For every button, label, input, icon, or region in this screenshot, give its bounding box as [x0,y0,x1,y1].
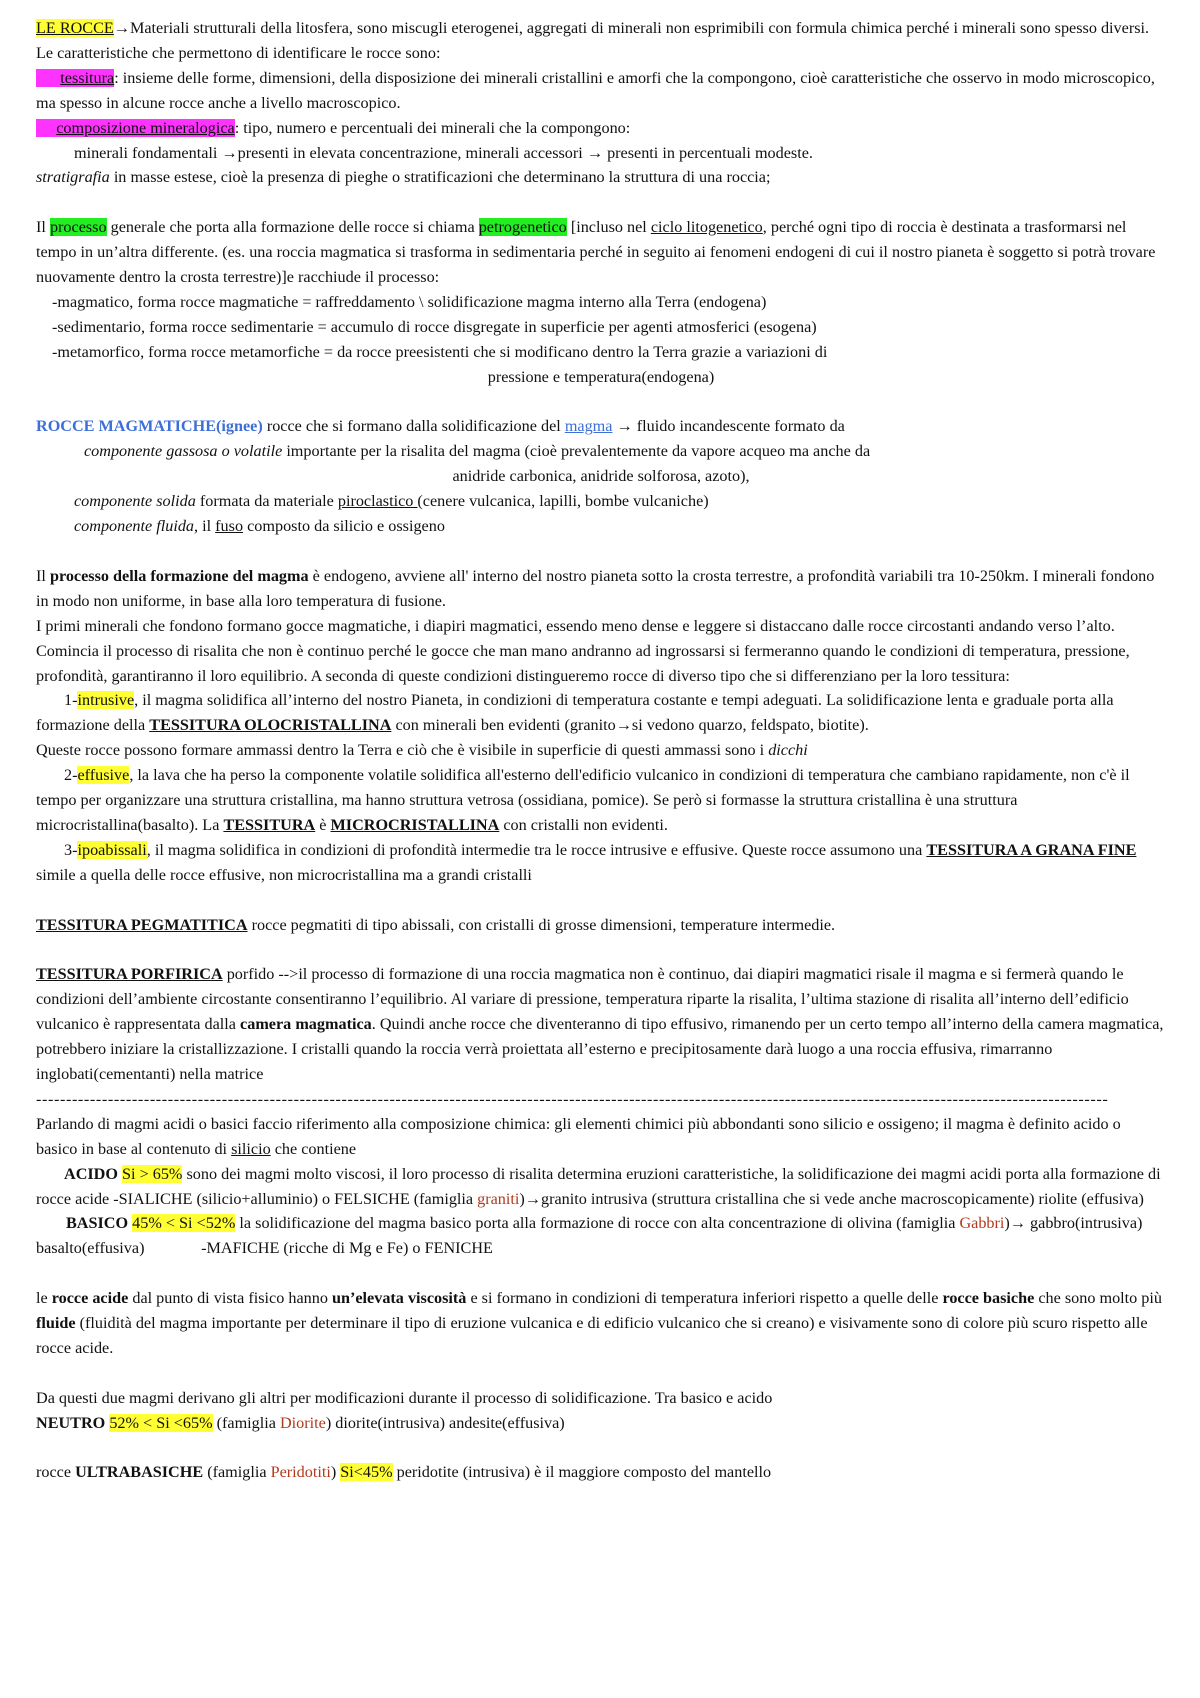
tessitura-microcristallina: MICROCRISTALLINA [330,815,500,834]
ultrabasiche-percent: Si<45% [340,1463,393,1482]
tessitura-olocristallina: TESSITURA OLOCRISTALLINA [149,716,392,735]
processo-highlight: processo [49,218,107,237]
componente-gassosa: componente gassosa o volatile importante per la risalita del magma (cioè prevalentemente da vapore acqueo ma anche da [84,442,871,461]
pegmatitica-paragraph: TESSITURA PEGMATITICA rocce pegmatiti di tipo abissali, con cristalli di grosse dimensioni, temperature intermedie. [36,915,836,934]
ultrabasiche-line: rocce ULTRABASICHE (famiglia Peridotiti) Si<45% peridotite (intrusiva) è il maggiore composto del mantello [36,1463,772,1482]
magmatiche-heading-line: ROCCE MAGMATICHE(ignee) rocce che si formano dalla solidificazione del magma → fluido incandescente formato da [36,417,845,436]
rocce-intro: LE ROCCE→Materiali strutturali della litosfera, sono miscugli eterogenei, aggregati di minerali non esprimibili con formula chimica perché i minerali sono spesso diversi. Le caratteristiche che permettono di identificare le rocce sono: [36,19,1150,62]
tessitura-paragraph: tessitura: insieme delle forme, dimensioni, della disposizione dei minerali cristallini e amorfi che la compongono, cioè caratteristiche che osservo in modo microscopico, ma spesso in alcune rocce anche a livello macroscopico. [36,68,1155,112]
processo-paragraph: Il processo generale che porta alla formazione delle rocce si chiama petrogenetico [incluso nel ciclo litogenetico, perché ogni tipo di roccia è destinata a trasformarsi nel tempo in un’altra differente. (es. una roccia magmatica si trasforma in sedimentaria perché in seguito ai fenomeni endogeni di cui il nostro pianeta è soggetto si potrà trovare nuovamente dentro la crosta terrestre)]e racchiude il processo: [36,218,1156,287]
acido-percent: Si > 65% [122,1164,183,1183]
stratigrafia-line: stratigrafia in masse estese, cioè la presenza di pieghe o stratificazioni che determinano la struttura di una roccia; [36,168,771,187]
componente-solida: componente solida formata da materiale piroclastico (cenere vulcanica, lapilli, bombe vulcaniche) [74,492,709,511]
diapiri-paragraph: I primi minerali che fondono formano gocce magmatiche, i diapiri magmatici, essendo meno dense e leggere si distaccano dalle rocce circostanti andando verso l’alto. Comincia il processo di risalita che non è continuo perché le gocce che man mano andranno ad ingrossarsi si fermeranno quando le condizioni di temperatura, pressione, profondità, garantiranno il loro equilibrio. A seconda di queste condizioni distingueremo rocce di diverso tipo che si differenziano per la loro tessitura: [36,616,1130,685]
componente-gassosa-cont: anidride carbonica, anidride solforosa, azoto), [452,467,750,486]
processo-list-item: -sedimentario, forma rocce sedimentarie = accumulo di rocce disgregate in superficie per agenti atmosferici (esogena) [52,317,817,336]
viscosita-paragraph: le rocce acide dal punto di vista fisico hanno un’elevata viscosità e si formano in condizioni di temperatura inferiori rispetto a quelle delle rocce basiche che sono molto più fluide (fluidità del magma importante per determinare il tipo di eruzione vulcanica e di edificio vulcanico che si creano) e visivamente sono di colore più scuro rispetto alle rocce acide. [36,1289,1162,1357]
neutro-line: NEUTRO 52% < Si <65% (famiglia Diorite) diorite(intrusiva) andesite(effusiva) [36,1413,565,1432]
magma-link[interactable]: magma [564,417,613,436]
ipoabissali-highlight: ipoabissali [77,840,147,859]
effusive-item: 2-effusive, la lava che ha perso la componente volatile solidifica all'esterno dell'edificio vulcanico in condizioni di temperatura che cambiano rapidamente, non c'è il tempo per organizzare una struttura cristallina, ma hanno struttura vetrosa (ossidiana, pomice). Se però si formasse la struttura cristallina è una struttura microcristallina(basalto). La TESSITURA è MICROCRISTALLINA con cristalli non evidenti. [36,766,1130,834]
rocce-title: LE ROCCE [36,19,114,37]
petrogenetico-highlight: petrogenetico [478,218,567,237]
intrusive-highlight: intrusive [77,691,135,710]
formazione-paragraph: Il processo della formazione del magma è endogeno, avviene all' interno del nostro pianeta sotto la crosta terrestre, a profondità variabili tra 10-250km. I minerali fondono in modo non uniforme, in base alla loro temperatura di fusione. [36,566,1155,610]
basico-paragraph: BASICO 45% < Si <52% la solidificazione del magma basico porta alla formazione di rocce con alta concentrazione di olivina (famiglia Gabbri)→ gabbro(intrusiva) basalto(effusiva) -MAFICHE (ricche di Mg e Fe) o FENICHE [36,1214,1147,1258]
processo-list-item: -magmatico, forma rocce magmatiche = raffreddamento \ solidificazione magma interno alla Terra (endogena) [52,292,767,311]
composizione-paragraph: composizione mineralogica: tipo, numero e percentuali dei minerali che la compongono: [36,116,1166,141]
tessitura-label: tessitura [36,69,114,87]
intrusive-item: 1-intrusive, il magma solidifica all’interno del nostro Pianeta, in condizioni di temperatura costante e tempi adeguati. La solidificazione lenta e graduale porta alla formazione della TESSITURA OLOCRISTALLINA con minerali ben evidenti (granito→si vedono quarzo, feldspato, biotite). [36,691,1114,735]
processo-list-continuation: pressione e temperatura(endogena) [487,367,715,386]
tessitura-porfirica: TESSITURA PORFIRICA [36,965,223,984]
tessitura-pegmatitica: TESSITURA PEGMATITICA [36,915,248,934]
acidi-basici-intro: Parlando di magmi acidi o basici faccio riferimento alla composizione chimica: gli elementi chimici più abbondanti sono silicio e ossigeno; il magma è definito acido o basico in base al contenuto di silicio che contiene [36,1114,1121,1158]
componente-fluida: componente fluida, il fuso composto da silicio e ossigeno [74,517,445,536]
composizione-label: composizione mineralogica [36,119,235,137]
dashed-separator: ----------------------------------------------------------------------------------------------------------------------------------------------------------------------------------- [36,1089,1109,1108]
neutro-percent: 52% < Si <65% [109,1413,213,1432]
basico-percent: 45% < Si <52% [132,1214,236,1233]
dicchi-line: Queste rocce possono formare ammassi dentro la Terra e ciò che è visibile in superficie di questi ammassi sono i dicchi [36,741,808,760]
tessitura-grana-fine: TESSITURA A GRANA FINE [926,840,1137,859]
effusive-highlight: effusive [77,766,130,785]
ipoabissali-item: 3-ipoabissali, il magma solidifica in condizioni di profondità intermedie tra le rocce intrusive e effusive. Queste rocce assumono una TESSITURA A GRANA FINE simile a quella delle rocce effusive, non microcristallina ma a grandi cristalli [36,840,1137,884]
acido-paragraph: ACIDO Si > 65% sono dei magmi molto viscosi, il loro processo di risalita determina eruzioni caratteristiche, la solidificazione dei magmi acidi porta alla formazione di rocce acide -SIALICHE (silicio+alluminio) o FELSICHE (famiglia graniti)→granito intrusiva (struttura cristallina che si vede anche macroscopicamente) riolite (effusiva) [36,1164,1161,1208]
neutro-intro: Da questi due magmi derivano gli altri per modificazioni durante il processo di solidificazione. Tra basico e acido [36,1388,773,1407]
magmatiche-title: ROCCE MAGMATICHE(ignee) [36,417,263,436]
processo-list-item: -metamorfico, forma rocce metamorfiche = da rocce preesistenti che si modificano dentro la Terra grazie a variazioni di [52,342,828,361]
porfirica-paragraph: TESSITURA PORFIRICA porfido -->il processo di formazione di una roccia magmatica non è continuo, dai diapiri magmatici risale il magma e si fermerà quando le condizioni dell’ambiente circostante consentiranno l’equilibrio. Al variare di pressione, temperatura riparte la risalita, l’ultima stazione di risalita all’interno dell’edificio vulcanico è rappresentata dalla camera magmatica. Quindi anche rocce che diventeranno di tipo effusivo, rimanendo per un certo tempo all’interno della camera magmatica, potrebbero iniziare la cristallizzazione. I cristalli quando la roccia verrà proiettata all’esterno e precipitosamente darà luogo a una roccia effusiva, rimarranno inglobati(cementanti) nella matrice [36,965,1164,1083]
ciclo-litogenetico: ciclo litogenetico [650,218,763,237]
minerali-line: minerali fondamentali →presenti in elevata concentrazione, minerali accessori → presenti in percentuali modeste. [74,143,813,162]
